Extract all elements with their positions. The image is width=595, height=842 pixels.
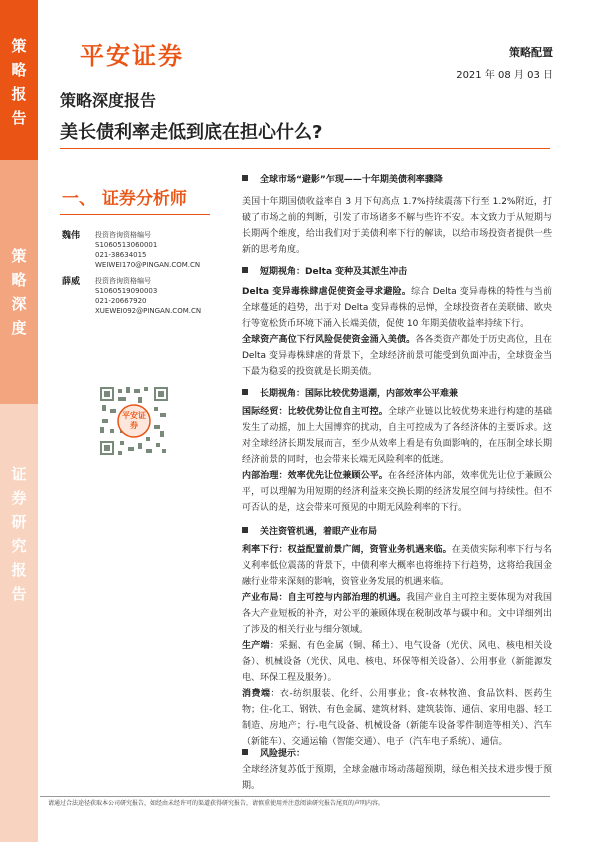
bullet-heading: 风险提示： xyxy=(242,746,305,759)
footer-disclaimer: 请通过合法途径获取本公司研究报告，如经由未经许可的渠道获得研究报告，请慎重使用并注意阅读研究报告尾页的声明内容。 xyxy=(48,800,385,807)
analyst-name: 魏伟 xyxy=(62,231,81,241)
paragraph: 全球经济复苏低于预期，全球金融市场动荡超预期，绿色相关技术进步慢于预期。 xyxy=(242,765,552,791)
report-date: 2021 年 08 月 03 日 xyxy=(456,70,553,81)
company-logo: 平安证券 xyxy=(80,42,184,70)
bullet-heading: 全球市场“避影”乍现——十年期美债利率骤降 xyxy=(242,172,443,185)
bullet-icon xyxy=(242,749,248,755)
paragraph: 国际经贸：比较优势让位自主可控。全球产业链以比较优势来进行构建的基础发生了动摇，加上大国博弈的扰动，自主可控成为了各经济体的主要诉求。这对全球经济长期发展而言，至少从效率上看是有负面影响的，在压制全球长期经济前景的同时，也会带来长端无风险利率的低迷。 内部治理：效率优先让位兼顾公平。在各经济体内部，效率优先让位于兼顾公平，可以理解为用短期的经济利益来交换长期的经济发展空间与持续性。但不可否认的是，这会带来可预见的中期无风险利率的下行。 xyxy=(242,407,552,513)
paragraph: Delta 变异毒株肆虐促使资金寻求避险。综合 Delta 变异毒株的特性与当前全球蔓延的趋势，出于对 Delta 变异毒株的忌惮，全球投资者在美联储、欧央行等宽松货币环境下涌入长端美债，促使 10 年期美债收益率持续下行。 全球资产高位下行风险促使资金涌入美债。各各类资产都处于历史高位，且在 Delta 变异毒株肆虐的背景下，全球经济前景可能受到负面冲击，全球资金当下最为稳妥的投资就是长期美债。 xyxy=(242,287,553,377)
paragraph: 利率下行：权益配置前景广阔，资管业务机遇来临。在美债实际利率下行与名义利率低位震荡的背景下，中债利率大概率也将维持下行趋势，这将给我国金融行业带来深刻的影响，资管业务发展的机遇来临。 产业布局：自主可控与内部治理的机遇。我国产业自主可控主要体现为对我国各大产业短板的补齐，对公平的兼顾体现在税制改革与碳中和。文中详细列出了涉及的相关行业与细分领域。 生产端：采掘、有色金属（铜、稀土）、电气设备（光伏、风电、核电相关设备）、机械设备（光伏、风电、核电、环保等相关设备）、公用事业（新能源发电、环保工程及服务）。 消费端：衣-纺织服装、化纤、公用事业；食-农林牧渔、食品饮料、医药生物；住-化工、钢铁、有色金属、建筑材料、建筑装饰、通信、家用电器、轻工制造、房地产；行-电气设备、机械设备（新能车设备零件制造等相关）、汽车（新能车）、交通运输（智能交通）、电子（汽车电子系统）、通信。 xyxy=(242,545,552,747)
analyst-info: 投资咨询资格编号 S1060519090003 021-20667920 XUEWEI092@PINGAN.COM.CN xyxy=(95,277,202,315)
paragraph: 美国十年期国债收益率自 3 月下旬高点 1.7%持续震荡下行至 1.2%附近，打破了市场之前的判断，引发了市场诸多不解与些许不安。本文致力于从短期与长期两个维度，给出我们对于美债利率下行的解读，以给市场投资者提供一些新的思考角度。 xyxy=(242,197,552,255)
footer-divider xyxy=(40,796,550,797)
report-category: 策略配置 xyxy=(509,46,553,59)
qr-code xyxy=(98,385,170,457)
bullet-icon xyxy=(242,527,248,533)
qr-logo-text: 平安证券 xyxy=(122,411,146,430)
report-title: 美长债利率走低到底在担心什么? xyxy=(60,122,323,143)
title-divider xyxy=(60,148,550,149)
side-label-research: 证券研究报告 xyxy=(11,465,27,603)
bullet-heading: 关注资管机遇，着眼产业布局 xyxy=(242,524,377,537)
analyst-name: 薛威 xyxy=(62,277,81,287)
bullet-icon xyxy=(242,175,248,181)
report-type: 策略深度报告 xyxy=(60,91,157,110)
side-label-report: 策略报告 xyxy=(11,37,27,127)
bullet-icon xyxy=(242,389,248,395)
bullet-heading: 长期视角：国际比较优势退潮，内部效率公平难兼 xyxy=(242,386,458,399)
section-heading-analysts: 一、 证券分析师 xyxy=(62,189,187,209)
section-divider xyxy=(60,214,210,215)
analyst-info: 投资咨询资格编号 S1060513060001 021-38634015 WEIWEI170@PINGAN.COM.CN xyxy=(95,231,201,269)
bullet-icon xyxy=(242,267,248,273)
side-label-depth: 策略深度 xyxy=(11,247,27,337)
bullet-heading: 短期视角：Delta 变种及其派生冲击 xyxy=(242,264,407,277)
